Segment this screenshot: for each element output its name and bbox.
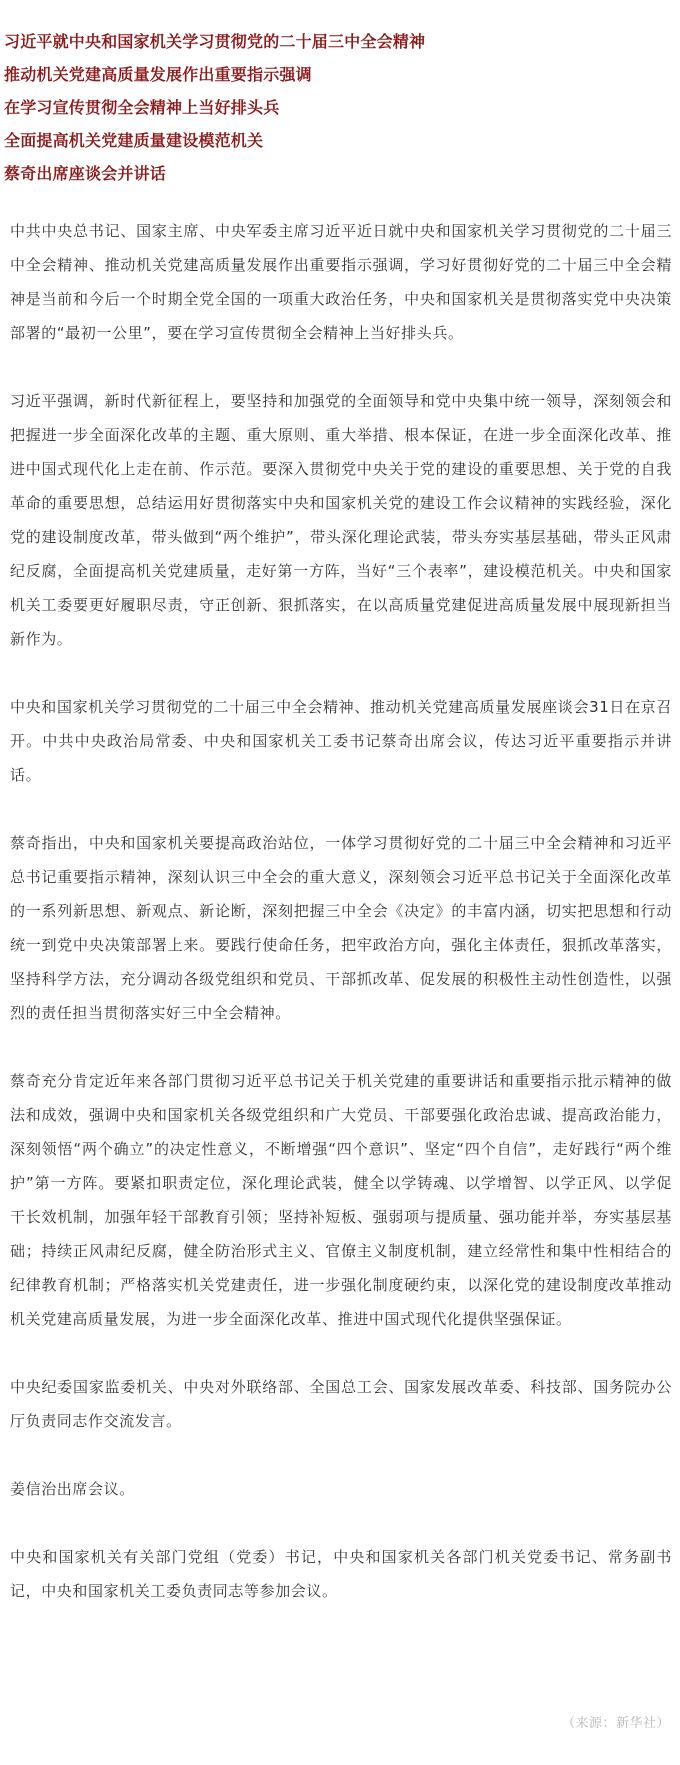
paragraph-cai-qi-affirms: 蔡奇充分肯定近年来各部门贯彻习近平总书记关于机关党建的重要讲话和重要指示批示精神的做法和成效，强调中央和国家机关各级党组织和广大党员、干部要强化政治忠诚、提高政治能力，深刻领悟“两个确立”的决定性意义，不断增强“四个意识”、坚定“四个自信”，走好践行“两个维护”第一方阵。要紧扣职责定位，深化理论武装，健全以学铸魂、以学增智、以学正风、以学促干长效机制，加强年轻干部教育引领；坚持补短板、强弱项与提质量、强功能并举，夯实基层基础；持续正风肃纪反腐，健全防治形式主义、官僚主义制度机制，建立经常性和集中性相结合的纪律教育机制；严格落实机关党建责任，进一步强化制度硬约束，以深化党的建设制度改革推动机关党建高质量发展，为进一步全面深化改革、推进中国式现代化提供坚强保证。 [10,1072,672,1328]
headline-line-3: 在学习宣传贯彻全会精神上当好排头兵 [4,98,280,117]
headline-line-2: 推动机关党建高质量发展作出重要指示强调 [4,65,312,84]
source-credit: （来源：新华社） [561,1716,670,1731]
headline-block [4,25,672,190]
paragraph-attendee: 姜信治出席会议。 [10,1480,135,1498]
headline-line-4: 全面提高机关党建质量建设模范机关 [4,131,264,150]
headline-line-1: 习近平就中央和国家机关学习贯彻党的二十届三中全会精神 [4,32,426,51]
paragraph-participants: 中央和国家机关有关部门党组（党委）书记，中央和国家机关各部门机关党委书记、常务副书记，中央和国家机关工委负责同志等参加会议。 [10,1548,672,1600]
paragraph-cai-qi-points: 蔡奇指出，中央和国家机关要提高政治站位，一体学习贯彻好党的二十届三中全会精神和习近平总书记重要指示精神，深刻认识三中全会的重大意义，深刻领会习近平总书记关于全面深化改革的一系列新思想、新观点、新论断，深刻把握三中全会《决定》的丰富内涵，切实把思想和行动统一到党中央决策部署上来。要践行使命任务，把牢政治方向，强化主体责任，狠抓改革落实，坚持科学方法，充分调动各级党组织和党员、干部抓改革、促发展的积极性主动性创造性，以强烈的责任担当贯彻落实好三中全会精神。 [10,834,672,1022]
headline-line-5: 蔡奇出席座谈会并讲话 [4,164,167,183]
paragraph-speakers: 中央纪委国家监委机关、中央对外联络部、全国总工会、国家发展改革委、科技部、国务院办公厅负责同志作交流发言。 [10,1378,672,1430]
paragraph-meeting: 中央和国家机关学习贯彻党的二十届三中全会精神、推动机关党建高质量发展座谈会31日在京召开。中共中央政治局常委、中央和国家机关工委书记蔡奇出席会议，传达习近平重要指示并讲话。 [10,698,672,784]
paragraph-xi-emphasis: 习近平强调，新时代新征程上，要坚持和加强党的全面领导和党中央集中统一领导，深刻领会和把握进一步全面深化改革的主题、重大原则、重大举措、根本保证，在进一步全面深化改革、推进中国式现代化上走在前、作示范。要深入贯彻党中央关于党的建设的重要思想、关于党的自我革命的重要思想，总结运用好贯彻落实中央和国家机关党的建设工作会议精神的实践经验，深化党的建设制度改革，带头做到“两个维护”，带头深化理论武装，带头夯实基层基础，带头正风肃纪反腐，全面提高机关党建质量，走好第一方阵，当好“三个表率”，建设模范机关。中央和国家机关工委要更好履职尽责，守正创新、狠抓落实，在以高质量党建促进高质量发展中展现新担当新作为。 [10,392,672,648]
paragraph-lead: 中共中央总书记、国家主席、中央军委主席习近平近日就中央和国家机关学习贯彻党的二十届三中全会精神、推动机关党建高质量发展作出重要指示强调，学习好贯彻好党的二十届三中全会精神是当前和今后一个时期全党全国的一项重大政治任务，中央和国家机关是贯彻落实党中央决策部署的“最初一公里”，要在学习宣传贯彻全会精神上当好排头兵。 [10,222,672,342]
